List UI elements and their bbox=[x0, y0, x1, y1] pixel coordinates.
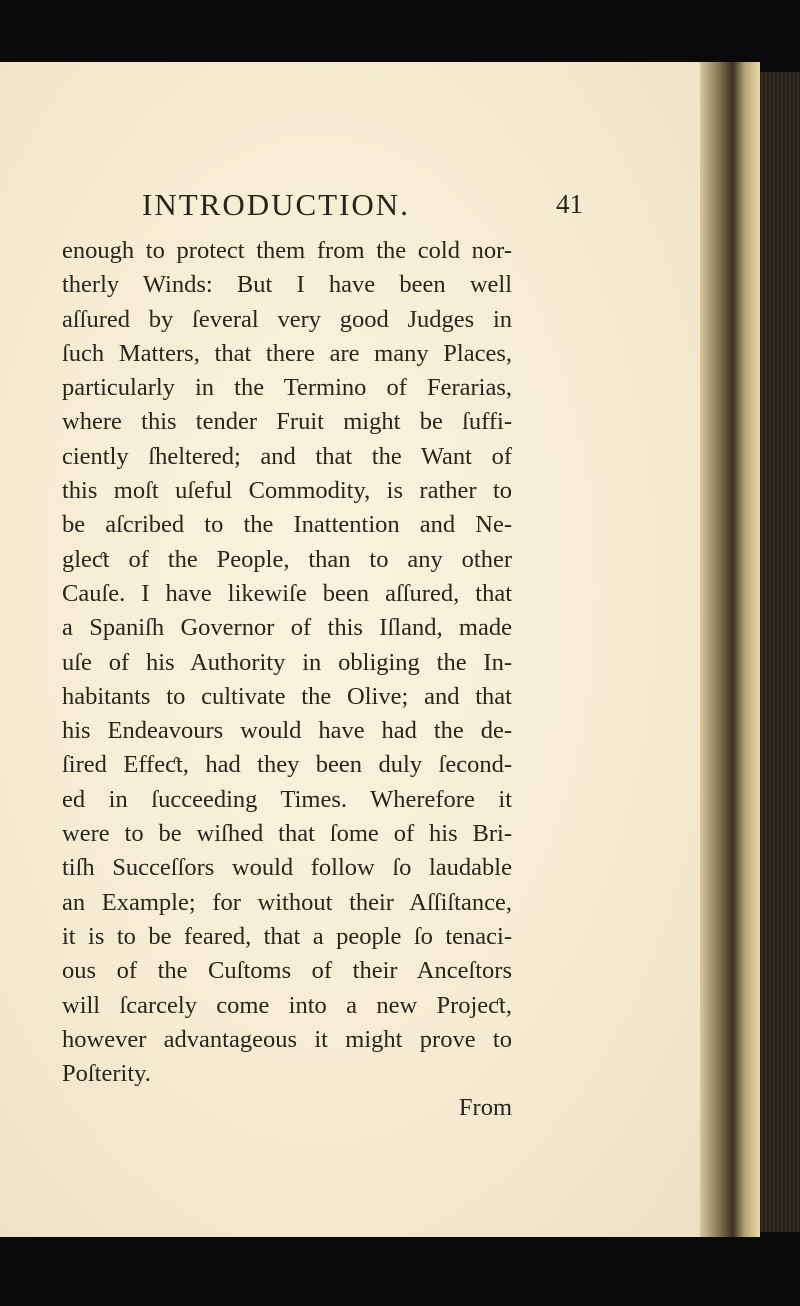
text-line: gleƈt of the People, than to any other bbox=[62, 545, 512, 573]
catchword: From bbox=[458, 1094, 512, 1122]
page-number: 41 bbox=[556, 189, 583, 219]
text-line: will ſcarcely come into a new Projeƈt, bbox=[62, 991, 512, 1019]
text-line: therly Winds: But I have been well bbox=[62, 271, 512, 299]
text-line: ſired Effeƈt, had they been duly ſecond- bbox=[62, 751, 512, 779]
text-line: particularly in the Termino of Ferarias, bbox=[62, 374, 512, 402]
text-line: his Endeavours would have had the de- bbox=[62, 717, 512, 745]
text-line: were to be wiſhed that ſome of his Bri- bbox=[62, 820, 512, 848]
text-line: habitants to cultivate the Olive; and that bbox=[62, 682, 512, 710]
text-line: however advantageous it might prove to bbox=[62, 1025, 512, 1053]
text-line: ed in ſucceeding Times. Wherefore it bbox=[62, 785, 512, 813]
text-line: be aſcribed to the Inattention and Ne- bbox=[62, 511, 512, 539]
body-text bbox=[62, 234, 512, 1126]
text-line: it is to be feared, that a people ſo tenaci- bbox=[62, 922, 512, 950]
text-line: uſe of his Authority in obliging the In- bbox=[62, 648, 512, 676]
page-edges bbox=[760, 72, 800, 1232]
text-line: ous of the Cuſtoms of their Anceſtors bbox=[62, 957, 512, 985]
text-line: aſſured by ſeveral very good Judges in bbox=[62, 305, 512, 333]
text-line: an Example; for without their Aſſiſtance, bbox=[62, 888, 512, 916]
book-gutter bbox=[700, 62, 760, 1237]
running-head: INTRODUCTION. bbox=[142, 187, 410, 222]
text-line: Cauſe. I have likewiſe been aſſured, that bbox=[62, 579, 512, 607]
text-line: ſuch Matters, that there are many Places, bbox=[62, 339, 512, 367]
text-line: where this tender Fruit might be ſuffi- bbox=[62, 408, 512, 436]
text-line: this moſt uſeful Commodity, is rather to bbox=[62, 477, 512, 505]
text-line: ciently ſheltered; and that the Want of bbox=[62, 442, 512, 470]
text-line: tiſh Succeſſors would follow ſo laudable bbox=[62, 854, 512, 882]
text-line: a Spaniſh Governor of this Iſland, made bbox=[62, 614, 512, 642]
text-line: Poſterity. bbox=[62, 1060, 151, 1088]
text-line: enough to protect them from the cold nor- bbox=[62, 237, 512, 264]
